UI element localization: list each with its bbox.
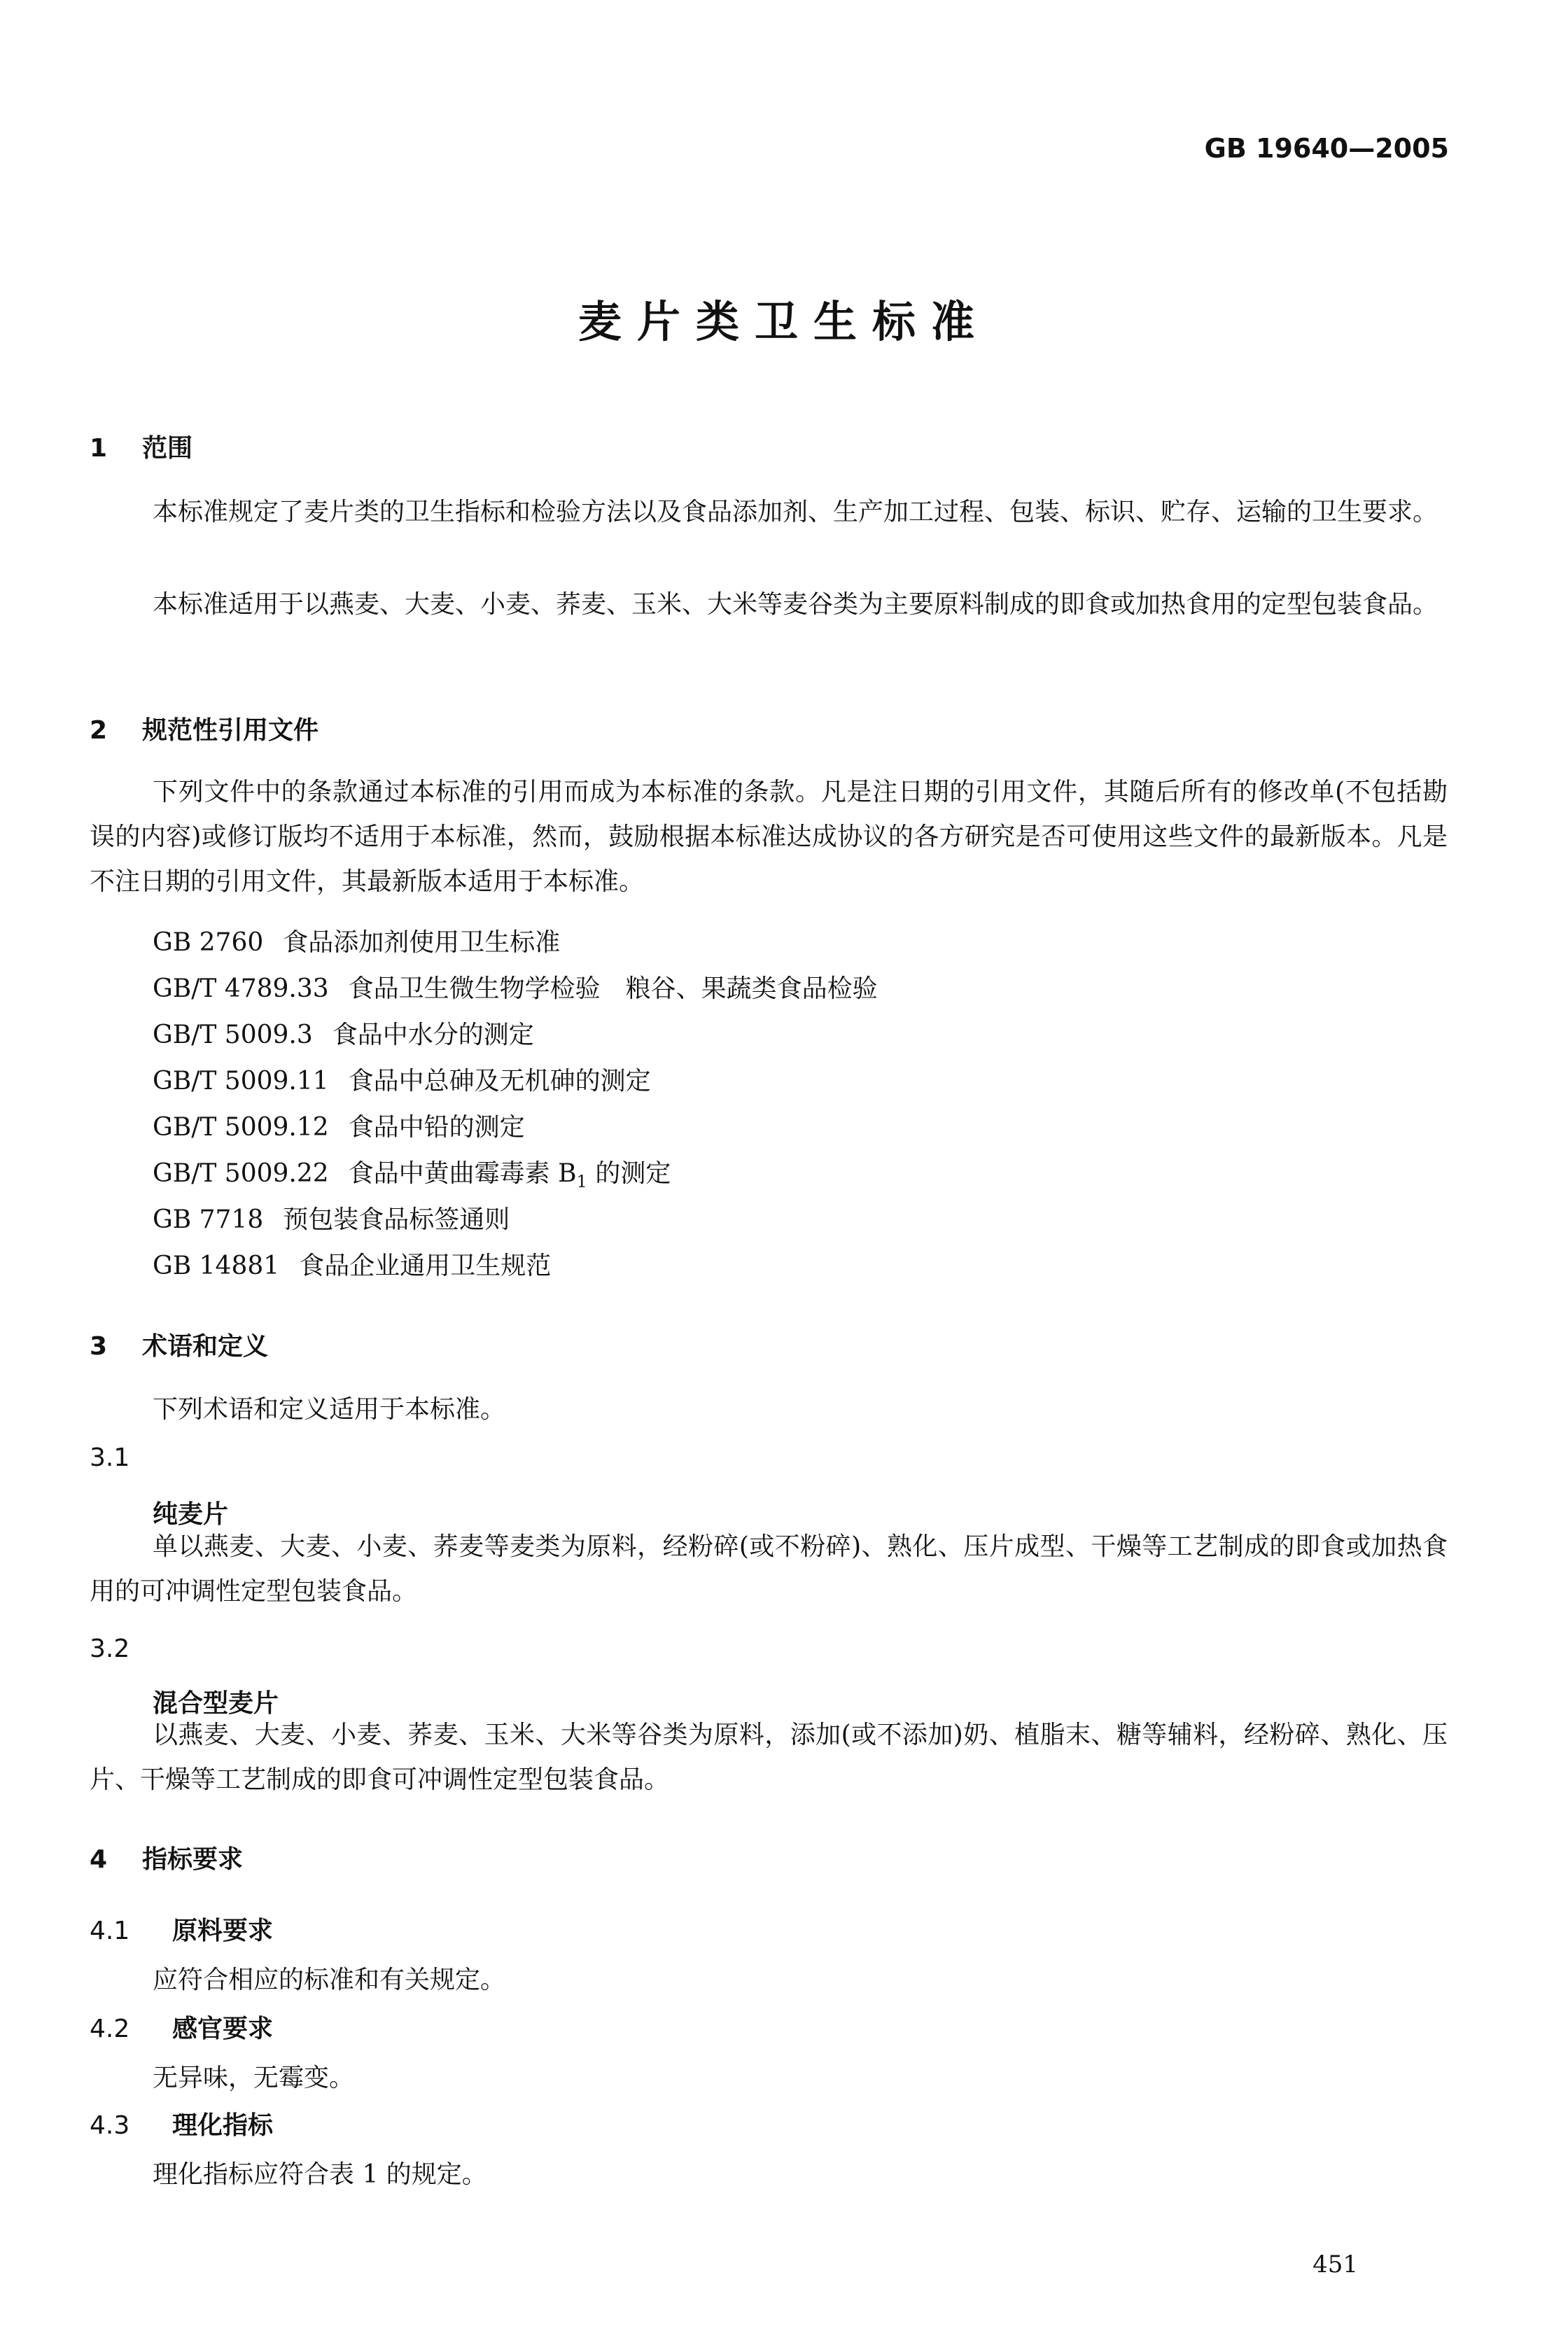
reference-name: 食品中黄曲霉毒素 xyxy=(348,1159,550,1188)
reference-name: 食品中铅的测定 xyxy=(348,1113,525,1142)
reference-name: 食品添加剂使用卫生标准 xyxy=(283,928,561,957)
section-2-heading xyxy=(90,710,318,746)
reference-name: 预包装食品标签通则 xyxy=(283,1205,510,1234)
subsection-4-1-text: 应符合相应的标准和有关规定。 xyxy=(153,1966,506,1994)
reference-subscript-symbol: B xyxy=(558,1159,577,1188)
subsection-number: 4.2 xyxy=(90,2015,130,2043)
subsection-4-3-heading xyxy=(90,2106,273,2141)
reference-code: GB/T 5009.12 xyxy=(153,1113,329,1142)
section-number: 4 xyxy=(90,1845,108,1874)
reference-item xyxy=(153,1200,510,1236)
section-2-paragraph-1: 下列文件中的条款通过本标准的引用而成为本标准的条款。凡是注日期的引用文件，其随后所有的修改单(不包括勘误的内容)或修订版均不适用于本标准，然而，鼓励根据本标准达成协议的各方研究是否可使用这些文件的最新版本。凡是不注日期的引用文件，其最新版本适用于本标准。 xyxy=(90,778,1448,896)
reference-suffix: 的测定 xyxy=(595,1159,671,1188)
reference-item xyxy=(153,1061,651,1097)
reference-code: GB 7718 xyxy=(153,1205,264,1234)
term-definition: 以燕麦、大麦、小麦、荞麦、玉米、大米等谷类为原料，添加(或不添加)奶、植脂末、糖等辅料，经粉碎、熟化、压片、干燥等工艺制成的即食可冲调性定型包装食品。 xyxy=(90,1721,1448,1794)
subsection-4-3-text: 理化指标应符合表 1 的规定。 xyxy=(153,2160,487,2189)
reference-subscript-index: 1 xyxy=(576,1172,587,1192)
term-name: 纯麦片 xyxy=(153,1500,229,1529)
page-number: 451 xyxy=(1312,2250,1358,2278)
reference-code: GB/T 5009.11 xyxy=(153,1067,329,1096)
reference-code: GB 2760 xyxy=(153,928,264,957)
section-title: 指标要求 xyxy=(142,1845,244,1874)
reference-code: GB/T 4789.33 xyxy=(153,974,329,1003)
standard-number: GB 19640—2005 xyxy=(1204,133,1449,164)
reference-name: 食品企业通用卫生规范 xyxy=(299,1252,552,1280)
reference-name: 食品卫生微生物学检验 粮谷、果蔬类食品检验 xyxy=(348,974,878,1003)
reference-code: GB/T 5009.3 xyxy=(153,1021,313,1049)
section-title: 规范性引用文件 xyxy=(142,716,319,745)
term-number: 3.2 xyxy=(90,1634,130,1663)
section-1-paragraph-2: 本标准适用于以燕麦、大麦、小麦、荞麦、玉米、大米等麦谷类为主要原料制成的即食或加热食用的定型包装食品。 xyxy=(153,590,1438,619)
section-number: 2 xyxy=(90,716,108,745)
reference-code: GB/T 5009.22 xyxy=(153,1159,329,1188)
reference-item xyxy=(153,1107,525,1143)
section-number: 1 xyxy=(90,434,108,463)
section-3-paragraph-1: 下列术语和定义适用于本标准。 xyxy=(153,1395,506,1424)
document-title: 麦片类卫生标准 xyxy=(578,296,990,347)
subsection-number: 4.1 xyxy=(90,1917,130,1945)
reference-item xyxy=(153,1015,534,1051)
subsection-4-1-heading xyxy=(90,1911,273,1947)
subsection-title: 原料要求 xyxy=(172,1917,274,1945)
section-3-heading xyxy=(90,1326,268,1362)
subsection-number: 4.3 xyxy=(90,2111,130,2140)
subsection-title: 感官要求 xyxy=(172,2015,274,2043)
term-definition: 单以燕麦、大麦、小麦、荞麦等麦类为原料，经粉碎(或不粉碎)、熟化、压片成型、干燥等工艺制成的即食或加热食用的可冲调性定型包装食品。 xyxy=(90,1532,1448,1606)
term-name: 混合型麦片 xyxy=(153,1689,279,1718)
section-1-paragraph-1: 本标准规定了麦片类的卫生指标和检验方法以及食品添加剂、生产加工过程、包装、标识、贮存、运输的卫生要求。 xyxy=(153,498,1438,526)
reference-name: 食品中总砷及无机砷的测定 xyxy=(348,1067,651,1096)
reference-item xyxy=(153,1246,551,1282)
reference-item xyxy=(153,969,878,1004)
term-number: 3.1 xyxy=(90,1443,130,1472)
section-title: 术语和定义 xyxy=(142,1332,269,1361)
reference-item xyxy=(153,1154,671,1191)
reference-code: GB 14881 xyxy=(153,1252,280,1280)
section-number: 3 xyxy=(90,1332,108,1361)
reference-item xyxy=(153,923,560,958)
section-title: 范围 xyxy=(142,434,193,463)
subsection-title: 理化指标 xyxy=(172,2111,274,2140)
section-1-heading xyxy=(90,428,192,464)
reference-name: 食品中水分的测定 xyxy=(332,1021,534,1049)
section-4-heading xyxy=(90,1840,243,1875)
subsection-4-2-heading xyxy=(90,2009,273,2045)
subsection-4-2-text: 无异味，无霉变。 xyxy=(153,2064,355,2092)
